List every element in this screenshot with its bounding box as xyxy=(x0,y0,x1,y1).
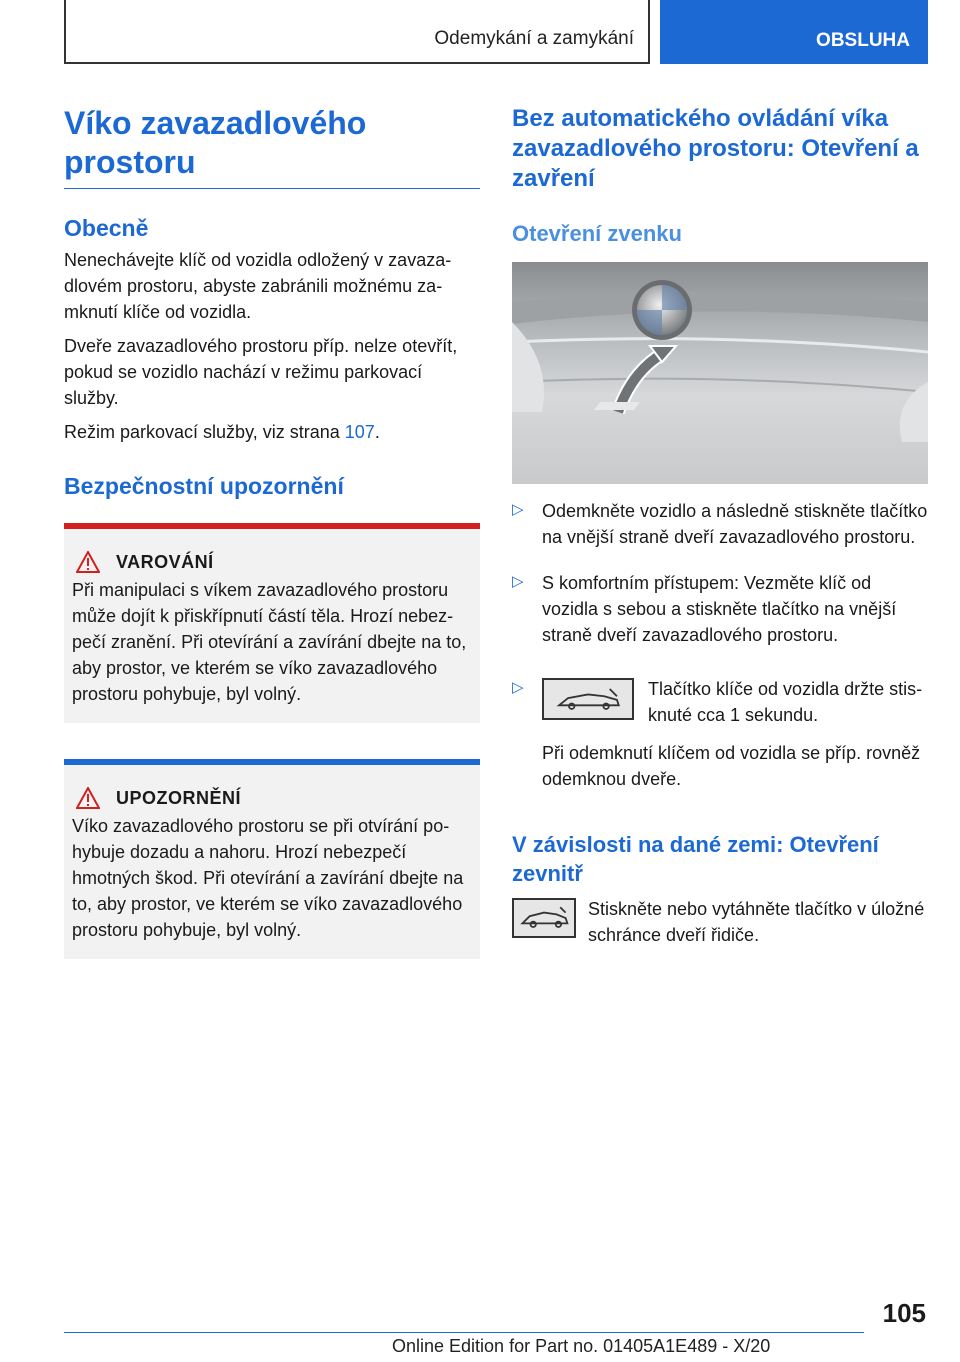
list-item xyxy=(512,570,928,656)
bullet-text-2: S komfortním přístupem: Vezměte klíč od vozidla s sebou a stiskněte tlačítko na vnější straně dveří zavazadlového prostoru. xyxy=(542,573,897,645)
header-chapter-tab xyxy=(660,0,928,64)
inside-heading: V závislosti na dané zemi: Otevření zevnitř xyxy=(512,832,879,886)
general-paragraph-3 xyxy=(64,419,480,445)
bullet-text-1: Odemkněte vozidlo a následně stiskněte tlačítko na vnější straně dveří zavazadlového prostoru. xyxy=(542,501,928,547)
section-title: Bez automatického ovládání víka zavazadlového prostoru: Otevření a zavření xyxy=(512,105,919,192)
page-number: 105 xyxy=(882,1298,926,1328)
warning-header xyxy=(76,551,472,573)
chapter-tab-label: OBSLUHA xyxy=(816,30,910,51)
general-paragraph-1: Nenechávejte klíč od vozidla odložený v zavazadlovém prostoru, abyste zabránili možnému zamknutí klíče od vozidla. xyxy=(64,250,452,322)
warning-text: Při manipulaci s víkem zavazadlového prostoru může dojít k přiskřípnutí částí těla. Hrozí nebezpečí zranění. Při otevírání a zavírání dbejte na to, aby prostor, ve kterém se víko zavazadlového prostoru pohybuje, byl volný. xyxy=(72,580,467,704)
tailgate-button-icon xyxy=(512,898,576,938)
warning-title: VAROVÁNÍ xyxy=(116,551,214,572)
caution-title: UPOZORNĚNÍ xyxy=(116,787,242,808)
reference-end: . xyxy=(374,422,380,442)
warning-triangle-icon xyxy=(76,551,100,573)
caution-header xyxy=(76,787,472,809)
list-item xyxy=(512,676,928,800)
inside-text: Stiskněte nebo vytáhněte tlačítko v úložné schránce dveří řidiče. xyxy=(588,899,925,945)
tailgate-button-icon xyxy=(542,678,634,720)
reference-text: Režim parkovací služby, viz strana xyxy=(64,422,345,442)
triangle-bullet-icon: ▷ xyxy=(512,679,524,696)
triangle-bullet-icon: ▷ xyxy=(512,573,524,590)
right-column xyxy=(512,104,928,948)
key-button-row xyxy=(542,676,928,728)
triangle-bullet-icon: ▷ xyxy=(512,501,524,518)
caution-box xyxy=(64,759,480,959)
tailgate-photo xyxy=(512,262,928,484)
header-section-box xyxy=(64,0,650,64)
outside-heading: Otevření zvenku xyxy=(512,221,682,246)
general-paragraph-2: Dveře zavazadlového prostoru příp. nelze otevřít, pokud se vozidlo nachází v režimu parkovací služby. xyxy=(64,336,458,408)
caution-text: Víko zavazadlového prostoru se při otvírání pohybuje dozadu a nahoru. Hrozí nebezpečí hmotných škod. Při otevírání a zavírání dbejte na to, aby prostor, ve kterém se víko zavazadlového prostoru pohybuje, byl volný. xyxy=(72,816,464,940)
header-section-title: Odemykání a zamykání xyxy=(434,28,634,49)
footer-rule xyxy=(64,1332,864,1333)
inside-row xyxy=(512,896,928,948)
warning-box xyxy=(64,523,480,723)
edition-text: Online Edition for Part no. 01405A1E489 - X/20 xyxy=(392,1336,771,1356)
warning-triangle-icon xyxy=(76,787,100,809)
left-column xyxy=(64,104,480,959)
bullet-text-3: Tlačítko klíče od vozidla držte stisknuté cca 1 sekundu. xyxy=(648,679,923,725)
page-title: Víko zavazadlového prostoru xyxy=(64,104,480,189)
list-item xyxy=(512,498,928,558)
bullet-content-3 xyxy=(542,676,928,800)
page-reference-link[interactable]: 107 xyxy=(344,422,375,442)
unlock-note: Při odemknutí klíčem od vozidla se příp. rovněž odemknou dveře. xyxy=(542,743,921,789)
page-header xyxy=(64,0,928,64)
general-heading: Obecně xyxy=(64,215,149,241)
safety-heading: Bezpečnostní upozornění xyxy=(64,473,344,499)
